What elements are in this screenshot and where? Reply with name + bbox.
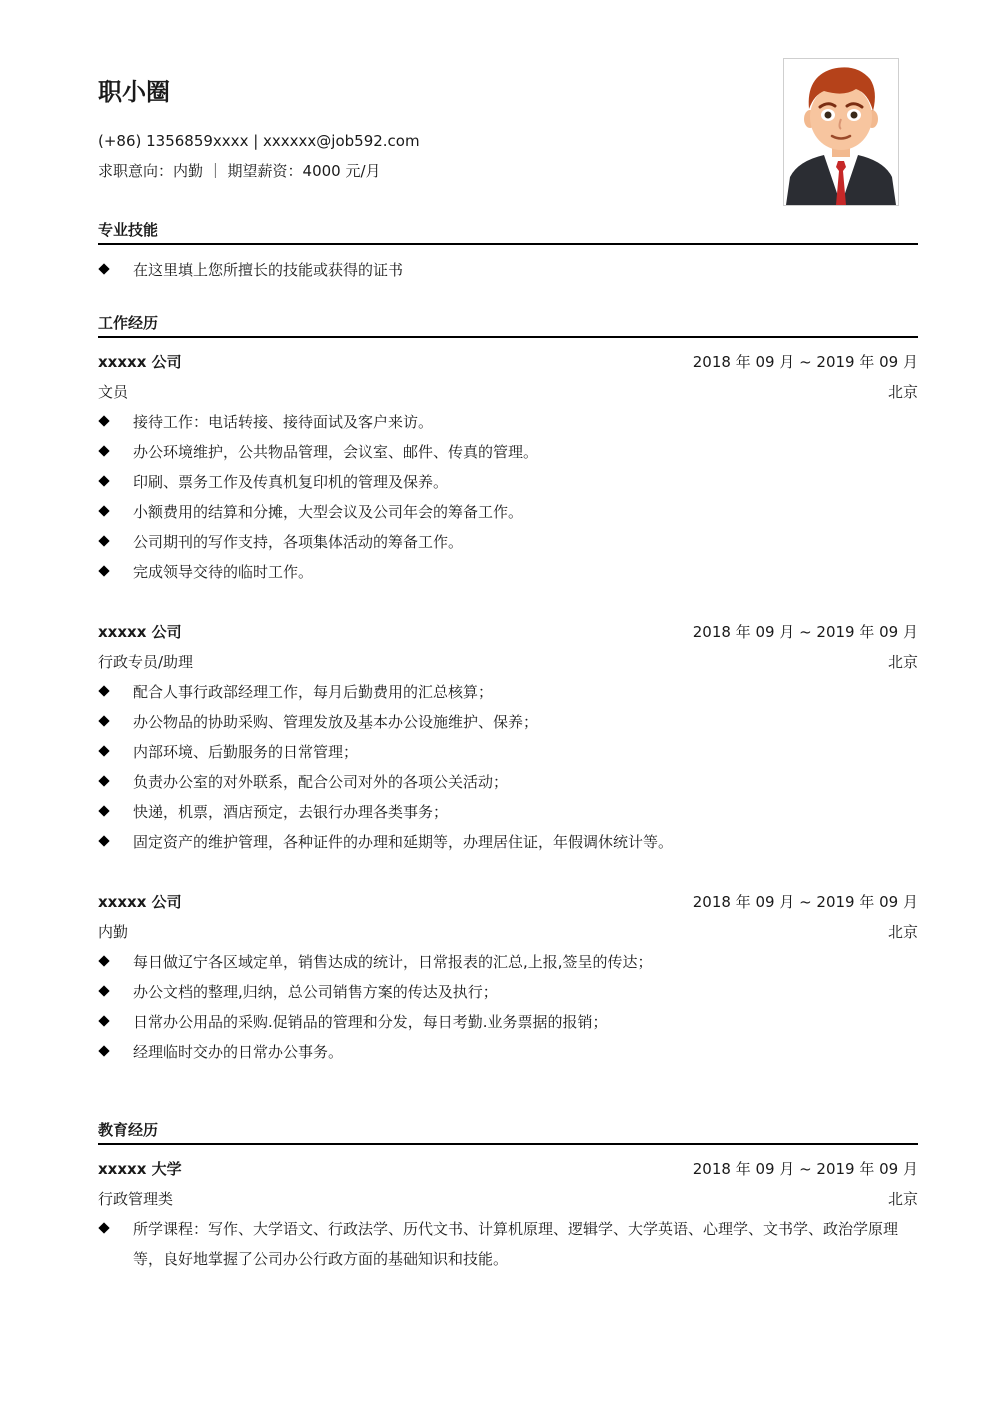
duty-item: 每日做辽宁各区域定单，销售达成的统计，日常报表的汇总,上报,签呈的传达；	[98, 947, 918, 977]
job-header-row	[98, 617, 918, 647]
diamond-bullet-icon	[98, 985, 109, 996]
duty-item: 内部环境、后勤服务的日常管理；	[98, 737, 918, 767]
diamond-bullet-icon	[98, 745, 109, 756]
company-name: xxxxx 公司	[98, 893, 182, 911]
diamond-bullet-icon	[98, 1045, 109, 1056]
school-name: xxxxx 大学	[98, 1160, 182, 1178]
job-role: 行政专员/助理	[98, 653, 194, 671]
education-location: 北京	[887, 1190, 918, 1208]
skills-heading: 专业技能	[98, 220, 918, 245]
course-item: 所学课程：写作、大学语文、行政法学、历代文书、计算机原理、逻辑学、大学英语、心理学、文书学、政治学原理等，良好地掌握了公司办公行政方面的基础知识和技能。	[98, 1214, 918, 1274]
job-entry	[98, 347, 918, 587]
diamond-bullet-icon	[98, 835, 109, 846]
job-header-row	[98, 347, 918, 377]
diamond-bullet-icon	[98, 1015, 109, 1026]
job-period: 2018 年 09 月 ~ 2019 年 09 月	[692, 893, 918, 911]
duty-item: 快递，机票，酒店预定，去银行办理各类事务；	[98, 797, 918, 827]
diamond-bullet-icon	[98, 955, 109, 966]
job-location: 北京	[887, 383, 918, 401]
profile-photo	[783, 58, 899, 206]
duty-item: 办公文档的整理,归纳，总公司销售方案的传达及执行；	[98, 977, 918, 1007]
diamond-bullet-icon	[98, 715, 109, 726]
job-role: 文员	[98, 383, 129, 401]
diamond-bullet-icon	[98, 565, 109, 576]
job-role-row	[98, 377, 918, 407]
job-duties	[98, 947, 918, 1067]
work-heading: 工作经历	[98, 313, 918, 338]
company-name: xxxxx 公司	[98, 623, 182, 641]
education-header-row	[98, 1154, 918, 1184]
job-period: 2018 年 09 月 ~ 2019 年 09 月	[692, 353, 918, 371]
duty-item: 完成领导交待的临时工作。	[98, 557, 918, 587]
avatar-illustration	[784, 59, 898, 205]
major: 行政管理类	[98, 1190, 174, 1208]
job-location: 北京	[887, 923, 918, 941]
job-intent: 求职意向：内勤 ｜ 期望薪资：4000 元/月	[98, 162, 381, 180]
job-header-row	[98, 887, 918, 917]
duty-item: 小额费用的结算和分摊，大型会议及公司年会的筹备工作。	[98, 497, 918, 527]
job-location: 北京	[887, 653, 918, 671]
duty-item: 印刷、票务工作及传真机复印机的管理及保养。	[98, 467, 918, 497]
duty-item: 接待工作：电话转接、接待面试及客户来访。	[98, 407, 918, 437]
duty-item: 办公环境维护，公共物品管理，会议室、邮件、传真的管理。	[98, 437, 918, 467]
job-entry	[98, 617, 918, 857]
education-section	[98, 1120, 918, 1274]
diamond-bullet-icon	[98, 415, 109, 426]
diamond-bullet-icon	[98, 505, 109, 516]
diamond-bullet-icon	[98, 535, 109, 546]
education-entry	[98, 1154, 918, 1274]
job-role-row	[98, 917, 918, 947]
duty-item: 经理临时交办的日常办公事务。	[98, 1037, 918, 1067]
company-name: xxxxx 公司	[98, 353, 182, 371]
education-heading: 教育经历	[98, 1120, 918, 1145]
skills-list	[98, 255, 918, 285]
job-duties	[98, 407, 918, 587]
job-period: 2018 年 09 月 ~ 2019 年 09 月	[692, 623, 918, 641]
job-duties	[98, 677, 918, 857]
job-role-row	[98, 647, 918, 677]
duty-item: 公司期刊的写作支持，各项集体活动的筹备工作。	[98, 527, 918, 557]
education-major-row	[98, 1184, 918, 1214]
contact-info: (+86) 1356859xxxx | xxxxxx@job592.com	[98, 132, 420, 150]
education-details	[98, 1214, 918, 1274]
duty-item: 固定资产的维护管理，各种证件的办理和延期等，办理居住证，年假调休统计等。	[98, 827, 918, 857]
duty-item: 负责办公室的对外联系，配合公司对外的各项公关活动；	[98, 767, 918, 797]
job-entry	[98, 887, 918, 1067]
duty-item: 办公物品的协助采购、管理发放及基本办公设施维护、保养；	[98, 707, 918, 737]
diamond-bullet-icon	[98, 805, 109, 816]
diamond-bullet-icon	[98, 445, 109, 456]
duty-item: 配合人事行政部经理工作，每月后勤费用的汇总核算；	[98, 677, 918, 707]
skills-section	[98, 220, 918, 285]
diamond-bullet-icon	[98, 1222, 109, 1233]
diamond-bullet-icon	[98, 263, 109, 274]
diamond-bullet-icon	[98, 475, 109, 486]
job-role: 内勤	[98, 923, 129, 941]
skill-item: 在这里填上您所擅长的技能或获得的证书	[98, 255, 918, 285]
candidate-name: 职小圈	[98, 78, 170, 106]
work-section	[98, 313, 918, 1097]
diamond-bullet-icon	[98, 685, 109, 696]
diamond-bullet-icon	[98, 775, 109, 786]
education-period: 2018 年 09 月 ~ 2019 年 09 月	[692, 1160, 918, 1178]
duty-item: 日常办公用品的采购.促销品的管理和分发，每日考勤.业务票据的报销；	[98, 1007, 918, 1037]
